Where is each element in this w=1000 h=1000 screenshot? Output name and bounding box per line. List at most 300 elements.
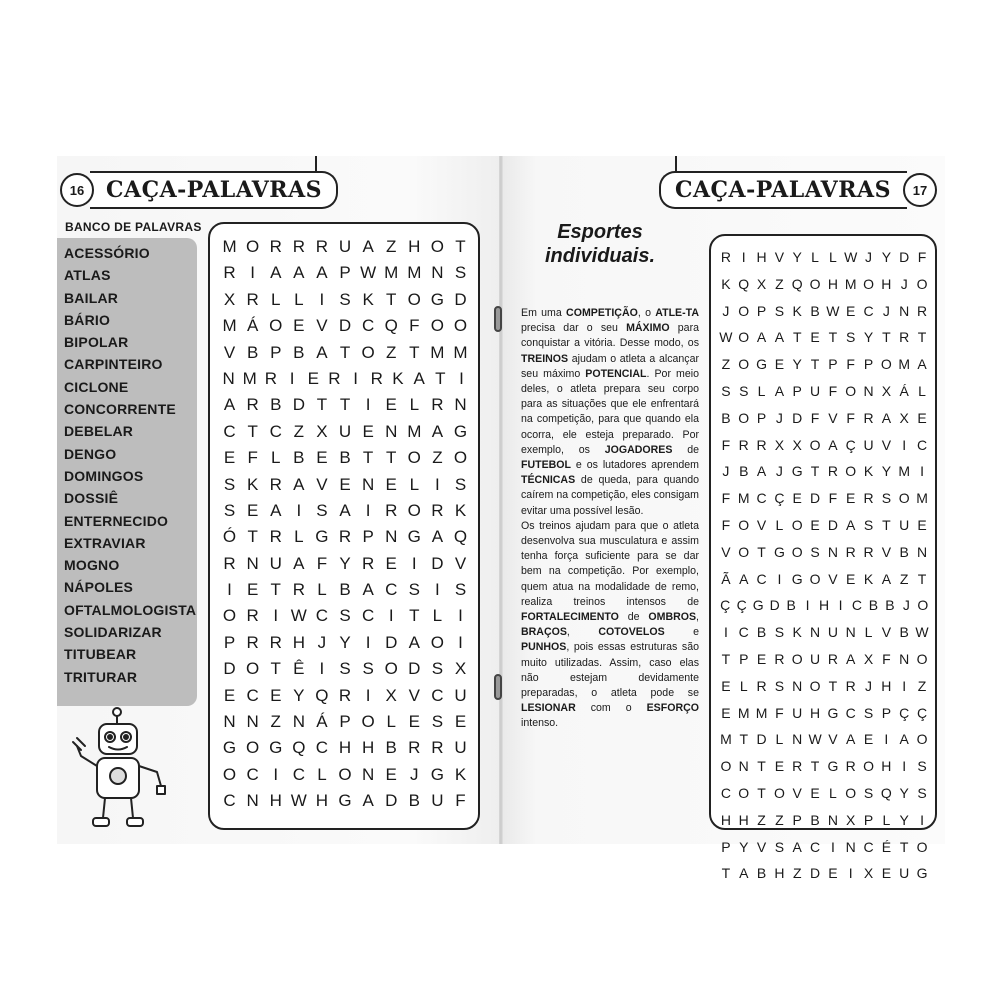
grid-letter: D — [385, 791, 398, 811]
grid-letter: R — [863, 409, 874, 426]
grid-letter: I — [902, 758, 907, 775]
grid-letter: Q — [738, 275, 750, 292]
word-bank-item: CARPINTEIRO — [64, 356, 163, 373]
grid-letter: J — [410, 764, 419, 784]
grid-letter: A — [739, 865, 749, 882]
grid-row — [218, 630, 472, 656]
grid-letter: G — [752, 597, 764, 614]
grid-letter: H — [881, 275, 892, 292]
grid-letter: H — [338, 738, 352, 758]
grid-letter: N — [361, 764, 375, 784]
grid-row — [717, 432, 931, 459]
grid-letter: C — [269, 421, 282, 441]
grid-letter: S — [739, 382, 749, 399]
grid-letter: O — [773, 784, 785, 801]
grid-letter: C — [851, 597, 863, 614]
grid-letter: S — [774, 677, 785, 694]
grid-letter: T — [721, 865, 731, 882]
grid-letter: O — [407, 500, 421, 520]
grid-letter: T — [882, 516, 891, 533]
grid-letter: O — [738, 329, 750, 346]
word-bank-item: CICLONE — [64, 378, 129, 395]
grid-letter: N — [222, 368, 235, 388]
grid-letter: K — [246, 474, 259, 494]
grid-letter: T — [386, 448, 397, 468]
grid-letter: O — [809, 275, 821, 292]
grid-letter: I — [273, 606, 279, 626]
grid-letter: B — [293, 342, 305, 362]
grid-letter: O — [809, 677, 821, 694]
grid-letter: O — [720, 758, 732, 775]
grid-letter: I — [805, 597, 810, 614]
grid-letter: H — [756, 249, 767, 265]
page-number: 17 — [903, 173, 937, 207]
grid-letter: I — [838, 597, 843, 614]
grid-letter: I — [884, 731, 889, 748]
grid-letter: U — [792, 704, 803, 721]
grid-letter: D — [809, 865, 821, 882]
grid-letter: D — [385, 632, 398, 652]
grid-letter: R — [845, 543, 856, 560]
grid-row — [717, 324, 931, 351]
grid-letter: N — [792, 677, 803, 694]
word-bank-item: NÁPOLES — [64, 579, 134, 596]
grid-letter: I — [777, 570, 782, 587]
grid-letter: M — [844, 275, 857, 292]
grid-row — [717, 458, 931, 485]
grid-letter: V — [881, 436, 892, 453]
grid-letter: M — [737, 704, 750, 721]
grid-letter: S — [339, 659, 351, 679]
grid-letter: O — [430, 316, 444, 336]
grid-letter: O — [430, 632, 444, 652]
grid-row — [218, 551, 472, 577]
grid-letter: Z — [721, 356, 731, 373]
grid-letter: S — [863, 516, 874, 533]
grid-letter: A — [846, 731, 856, 748]
grid-letter: C — [720, 784, 731, 801]
grid-letter: E — [270, 685, 282, 705]
grid-letter: S — [917, 784, 927, 801]
grid-letter: O — [845, 463, 857, 480]
grid-letter: G — [222, 738, 237, 758]
grid-row — [717, 646, 931, 673]
grid-letter: U — [899, 865, 910, 882]
grid-letter: E — [454, 712, 467, 732]
grid-letter: S — [863, 704, 874, 721]
grid-letter: S — [917, 758, 927, 775]
grid-letter: E — [408, 712, 420, 732]
grid-letter: E — [385, 474, 397, 494]
grid-letter: W — [826, 302, 840, 319]
grid-letter: V — [828, 570, 838, 587]
grid-letter: S — [454, 580, 467, 600]
grid-letter: H — [738, 811, 749, 828]
grid-letter: L — [271, 448, 281, 468]
grid-row — [218, 603, 472, 629]
grid-row — [218, 656, 472, 682]
grid-letter: A — [739, 570, 749, 587]
grid-letter: A — [792, 838, 802, 855]
grid-letter: V — [828, 731, 838, 748]
grid-letter: P — [792, 382, 802, 399]
grid-letter: S — [774, 302, 785, 319]
grid-letter: T — [270, 580, 281, 600]
grid-letter: A — [339, 500, 351, 520]
grid-letter: E — [917, 409, 927, 426]
grid-letter: V — [881, 543, 892, 560]
grid-letter: X — [863, 865, 874, 882]
grid-letter: J — [902, 597, 910, 614]
grid-letter: P — [223, 632, 236, 652]
grid-letter: Z — [775, 811, 784, 828]
grid-letter: Y — [792, 356, 802, 373]
grid-letter: H — [881, 758, 892, 775]
grid-letter: S — [454, 263, 467, 283]
grid-letter: A — [362, 580, 374, 600]
grid-letter: Z — [386, 237, 397, 256]
grid-letter: O — [453, 316, 468, 336]
grid-letter: K — [392, 368, 404, 388]
grid-letter: O — [809, 436, 821, 453]
grid-letter: T — [386, 289, 397, 309]
grid-letter: C — [809, 838, 821, 855]
grid-letter: Ó — [222, 527, 237, 547]
grid-letter: D — [756, 731, 767, 748]
grid-letter: I — [848, 865, 853, 882]
grid-letter: O — [338, 764, 352, 784]
grid-letter: I — [319, 289, 325, 309]
grid-letter: O — [384, 659, 398, 679]
grid-letter: S — [408, 580, 420, 600]
grid-letter: L — [317, 764, 327, 784]
grid-letter: K — [863, 463, 874, 480]
grid-letter: A — [316, 263, 328, 283]
grid-letter: T — [917, 329, 927, 346]
grid-row — [218, 577, 472, 603]
grid-row — [717, 539, 931, 566]
grid-letter: C — [315, 738, 329, 758]
grid-letter: R — [338, 685, 352, 705]
grid-letter: O — [916, 731, 928, 748]
grid-letter: B — [786, 597, 796, 614]
grid-row — [218, 498, 472, 524]
grid-letter: G — [773, 543, 785, 560]
grid-letter: E — [246, 580, 259, 600]
grid-letter: A — [881, 409, 892, 426]
word-bank-item: TITUBEAR — [64, 646, 137, 663]
grid-row — [717, 592, 931, 619]
grid-letter: L — [317, 580, 327, 600]
grid-letter: A — [756, 463, 767, 480]
grid-letter: U — [899, 516, 910, 533]
grid-letter: M — [898, 356, 911, 373]
grid-row — [717, 807, 931, 834]
grid-row — [717, 485, 931, 512]
grid-letter: L — [294, 289, 304, 309]
grid-letter: Z — [917, 677, 927, 694]
word-bank-item: DENGO — [64, 445, 117, 462]
grid-letter: U — [454, 685, 467, 705]
grid-letter: B — [721, 409, 731, 426]
grid-letter: S — [223, 474, 236, 494]
grid-row — [717, 700, 931, 727]
word-bank-item: DOSSIÊ — [64, 490, 119, 507]
grid-row — [717, 753, 931, 780]
grid-letter: R — [431, 395, 444, 415]
grid-letter: I — [723, 624, 728, 641]
grid-letter: O — [453, 448, 468, 468]
grid-letter: B — [868, 597, 879, 614]
grid-letter: E — [917, 516, 927, 533]
grid-letter: L — [409, 395, 420, 415]
grid-letter: F — [721, 436, 731, 453]
grid-letter: P — [339, 712, 351, 732]
grid-letter: N — [738, 758, 749, 775]
page-number: 16 — [60, 173, 94, 207]
grid-letter: N — [223, 712, 236, 732]
grid-letter: J — [900, 275, 908, 292]
grid-letter: U — [338, 421, 352, 441]
grid-letter: M — [720, 731, 732, 748]
grid-letter: R — [756, 677, 767, 694]
grid-letter: R — [756, 436, 767, 453]
grid-letter: D — [769, 597, 780, 614]
grid-letter: Q — [453, 527, 468, 547]
grid-letter: O — [430, 237, 444, 256]
grid-letter: D — [292, 395, 305, 415]
page-header-right — [659, 171, 937, 209]
grid-letter: R — [246, 632, 259, 652]
grid-letter: T — [409, 342, 420, 362]
grid-letter: S — [316, 500, 328, 520]
grid-letter: A — [293, 263, 305, 283]
grid-letter: T — [455, 237, 466, 256]
grid-letter: T — [247, 527, 258, 547]
grid-letter: R — [269, 632, 282, 652]
word-bank-item: BÁRIO — [64, 311, 111, 328]
grid-letter: T — [362, 448, 374, 468]
grid-letter: A — [431, 421, 444, 441]
grid-letter: T — [917, 570, 927, 587]
grid-letter: U — [809, 382, 821, 399]
grid-letter: B — [810, 811, 820, 828]
grid-letter: Z — [386, 342, 397, 362]
grid-letter: R — [827, 463, 838, 480]
grid-letter: O — [916, 650, 928, 667]
grid-letter: J — [775, 463, 783, 480]
grid-letter: J — [865, 249, 873, 265]
grid-letter: J — [317, 632, 327, 652]
grid-letter: Ç — [736, 597, 747, 614]
grid-letter: D — [809, 490, 821, 507]
grid-letter: T — [316, 395, 328, 415]
grid-letter: G — [756, 356, 768, 373]
grid-letter: N — [845, 624, 856, 641]
grid-letter: O — [791, 516, 803, 533]
grid-letter: O — [738, 543, 750, 560]
grid-letter: H — [315, 791, 329, 811]
grid-letter: C — [246, 685, 259, 705]
grid-letter: H — [827, 275, 838, 292]
grid-letter: B — [339, 580, 351, 600]
grid-letter: Ç — [774, 490, 785, 507]
grid-letter: W — [808, 731, 822, 748]
grid-letter: R — [863, 490, 874, 507]
grid-letter: E — [774, 356, 785, 373]
grid-letter: H — [361, 738, 375, 758]
grid-letter: D — [899, 249, 910, 265]
grid-letter: E — [810, 329, 820, 346]
grid-letter: W — [290, 606, 307, 626]
grid-letter: I — [365, 395, 371, 415]
word-bank-item: MOGNO — [64, 557, 120, 574]
grid-letter: O — [898, 490, 910, 507]
grid-row — [717, 298, 931, 325]
grid-letter: I — [273, 764, 279, 784]
grid-letter: O — [738, 356, 750, 373]
grid-row — [717, 673, 931, 700]
grid-letter: I — [289, 368, 295, 388]
grid-letter: C — [756, 490, 767, 507]
grid-letter: U — [338, 237, 352, 256]
page-header-left — [60, 171, 338, 209]
grid-letter: A — [774, 329, 785, 346]
grid-letter: O — [269, 316, 283, 336]
grid-letter: V — [316, 474, 328, 494]
grid-letter: Z — [792, 865, 802, 882]
grid-letter: X — [454, 659, 467, 679]
grid-letter: N — [916, 543, 928, 560]
grid-letter: R — [315, 237, 329, 256]
grid-letter: R — [328, 368, 341, 388]
grid-letter: C — [292, 764, 305, 784]
grid-letter: R — [431, 738, 444, 758]
grid-row — [218, 445, 472, 471]
word-bank-item: TRITURAR — [64, 668, 138, 685]
grid-letter: E — [792, 490, 802, 507]
grid-row — [218, 788, 472, 814]
grid-letter: P — [863, 811, 874, 828]
grid-letter: T — [339, 395, 351, 415]
grid-row — [218, 683, 472, 709]
grid-row — [218, 709, 472, 735]
grid-letter: L — [432, 606, 443, 626]
grid-letter: H — [881, 677, 892, 694]
grid-letter: G — [827, 704, 839, 721]
grid-letter: E — [362, 421, 374, 441]
grid-letter: A — [316, 342, 328, 362]
grid-letter: I — [319, 659, 325, 679]
grid-letter: J — [882, 302, 890, 319]
grid-letter: Ç — [899, 704, 910, 721]
grid-letter: Z — [293, 421, 305, 441]
grid-row — [218, 472, 472, 498]
grid-letter: Q — [292, 738, 306, 758]
grid-row — [717, 405, 931, 432]
grid-letter: A — [362, 791, 374, 811]
grid-letter: R — [361, 553, 375, 573]
grid-letter: R — [385, 500, 398, 520]
grid-letter: L — [294, 527, 304, 547]
grid-letter: G — [430, 289, 444, 309]
grid-letter: P — [270, 342, 282, 362]
grid-letter: T — [339, 342, 351, 362]
page-title: CAÇA-PALAVRAS — [659, 171, 907, 209]
grid-letter: G — [791, 570, 803, 587]
grid-letter: V — [454, 553, 467, 573]
grid-letter: G — [453, 421, 468, 441]
grid-letter: F — [247, 448, 258, 468]
grid-row — [218, 234, 472, 260]
grid-letter: F — [721, 516, 731, 533]
grid-letter: Q — [315, 685, 329, 705]
grid-letter: R — [269, 527, 282, 547]
grid-letter: O — [361, 712, 375, 732]
grid-letter: Q — [880, 784, 892, 801]
grid-letter: J — [722, 463, 730, 480]
grid-letter: Ç — [916, 704, 928, 721]
grid-row — [717, 834, 931, 861]
grid-letter: Ã — [721, 570, 731, 587]
grid-letter: I — [435, 580, 440, 600]
grid-letter: I — [435, 474, 440, 494]
grid-letter: E — [774, 758, 785, 775]
word-bank-item: SOLIDARIZAR — [64, 624, 162, 641]
grid-letter: U — [809, 650, 821, 667]
grid-letter: V — [721, 543, 731, 560]
grid-letter: S — [339, 606, 351, 626]
grid-letter: K — [863, 570, 874, 587]
grid-letter: R — [899, 329, 910, 346]
grid-letter: X — [899, 409, 909, 426]
grid-letter: T — [757, 543, 766, 560]
grid-letter: I — [902, 436, 907, 453]
grid-letter: C — [756, 570, 767, 587]
grid-letter: O — [222, 606, 237, 626]
grid-letter: A — [756, 329, 767, 346]
grid-letter: T — [810, 356, 820, 373]
grid-letter: I — [902, 677, 907, 694]
grid-letter: T — [828, 677, 838, 694]
article-body — [521, 306, 699, 732]
grid-letter: V — [756, 838, 767, 855]
grid-letter: P — [828, 356, 838, 373]
grid-letter: C — [223, 421, 236, 441]
grid-letter: N — [385, 527, 398, 547]
grid-letter: I — [920, 811, 924, 828]
grid-letter: Z — [899, 570, 909, 587]
grid-letter: Á — [316, 712, 328, 732]
grid-letter: F — [882, 650, 891, 667]
word-bank-item: BIPOLAR — [64, 334, 129, 351]
grid-letter: L — [775, 731, 784, 748]
grid-letter: R — [792, 758, 803, 775]
grid-letter: E — [756, 650, 767, 667]
grid-letter: Ç — [720, 597, 731, 614]
grid-letter: X — [223, 289, 236, 309]
article-title: Esportes individuais. — [544, 221, 656, 267]
grid-letter: X — [863, 650, 874, 667]
grid-letter: Y — [339, 553, 351, 573]
grid-letter: S — [223, 500, 236, 520]
grid-letter: S — [339, 289, 351, 309]
grid-letter: T — [739, 731, 749, 748]
grid-letter: U — [431, 791, 444, 811]
grid-letter: T — [899, 838, 909, 855]
grid-letter: M — [222, 316, 237, 336]
grid-letter: R — [916, 302, 928, 319]
